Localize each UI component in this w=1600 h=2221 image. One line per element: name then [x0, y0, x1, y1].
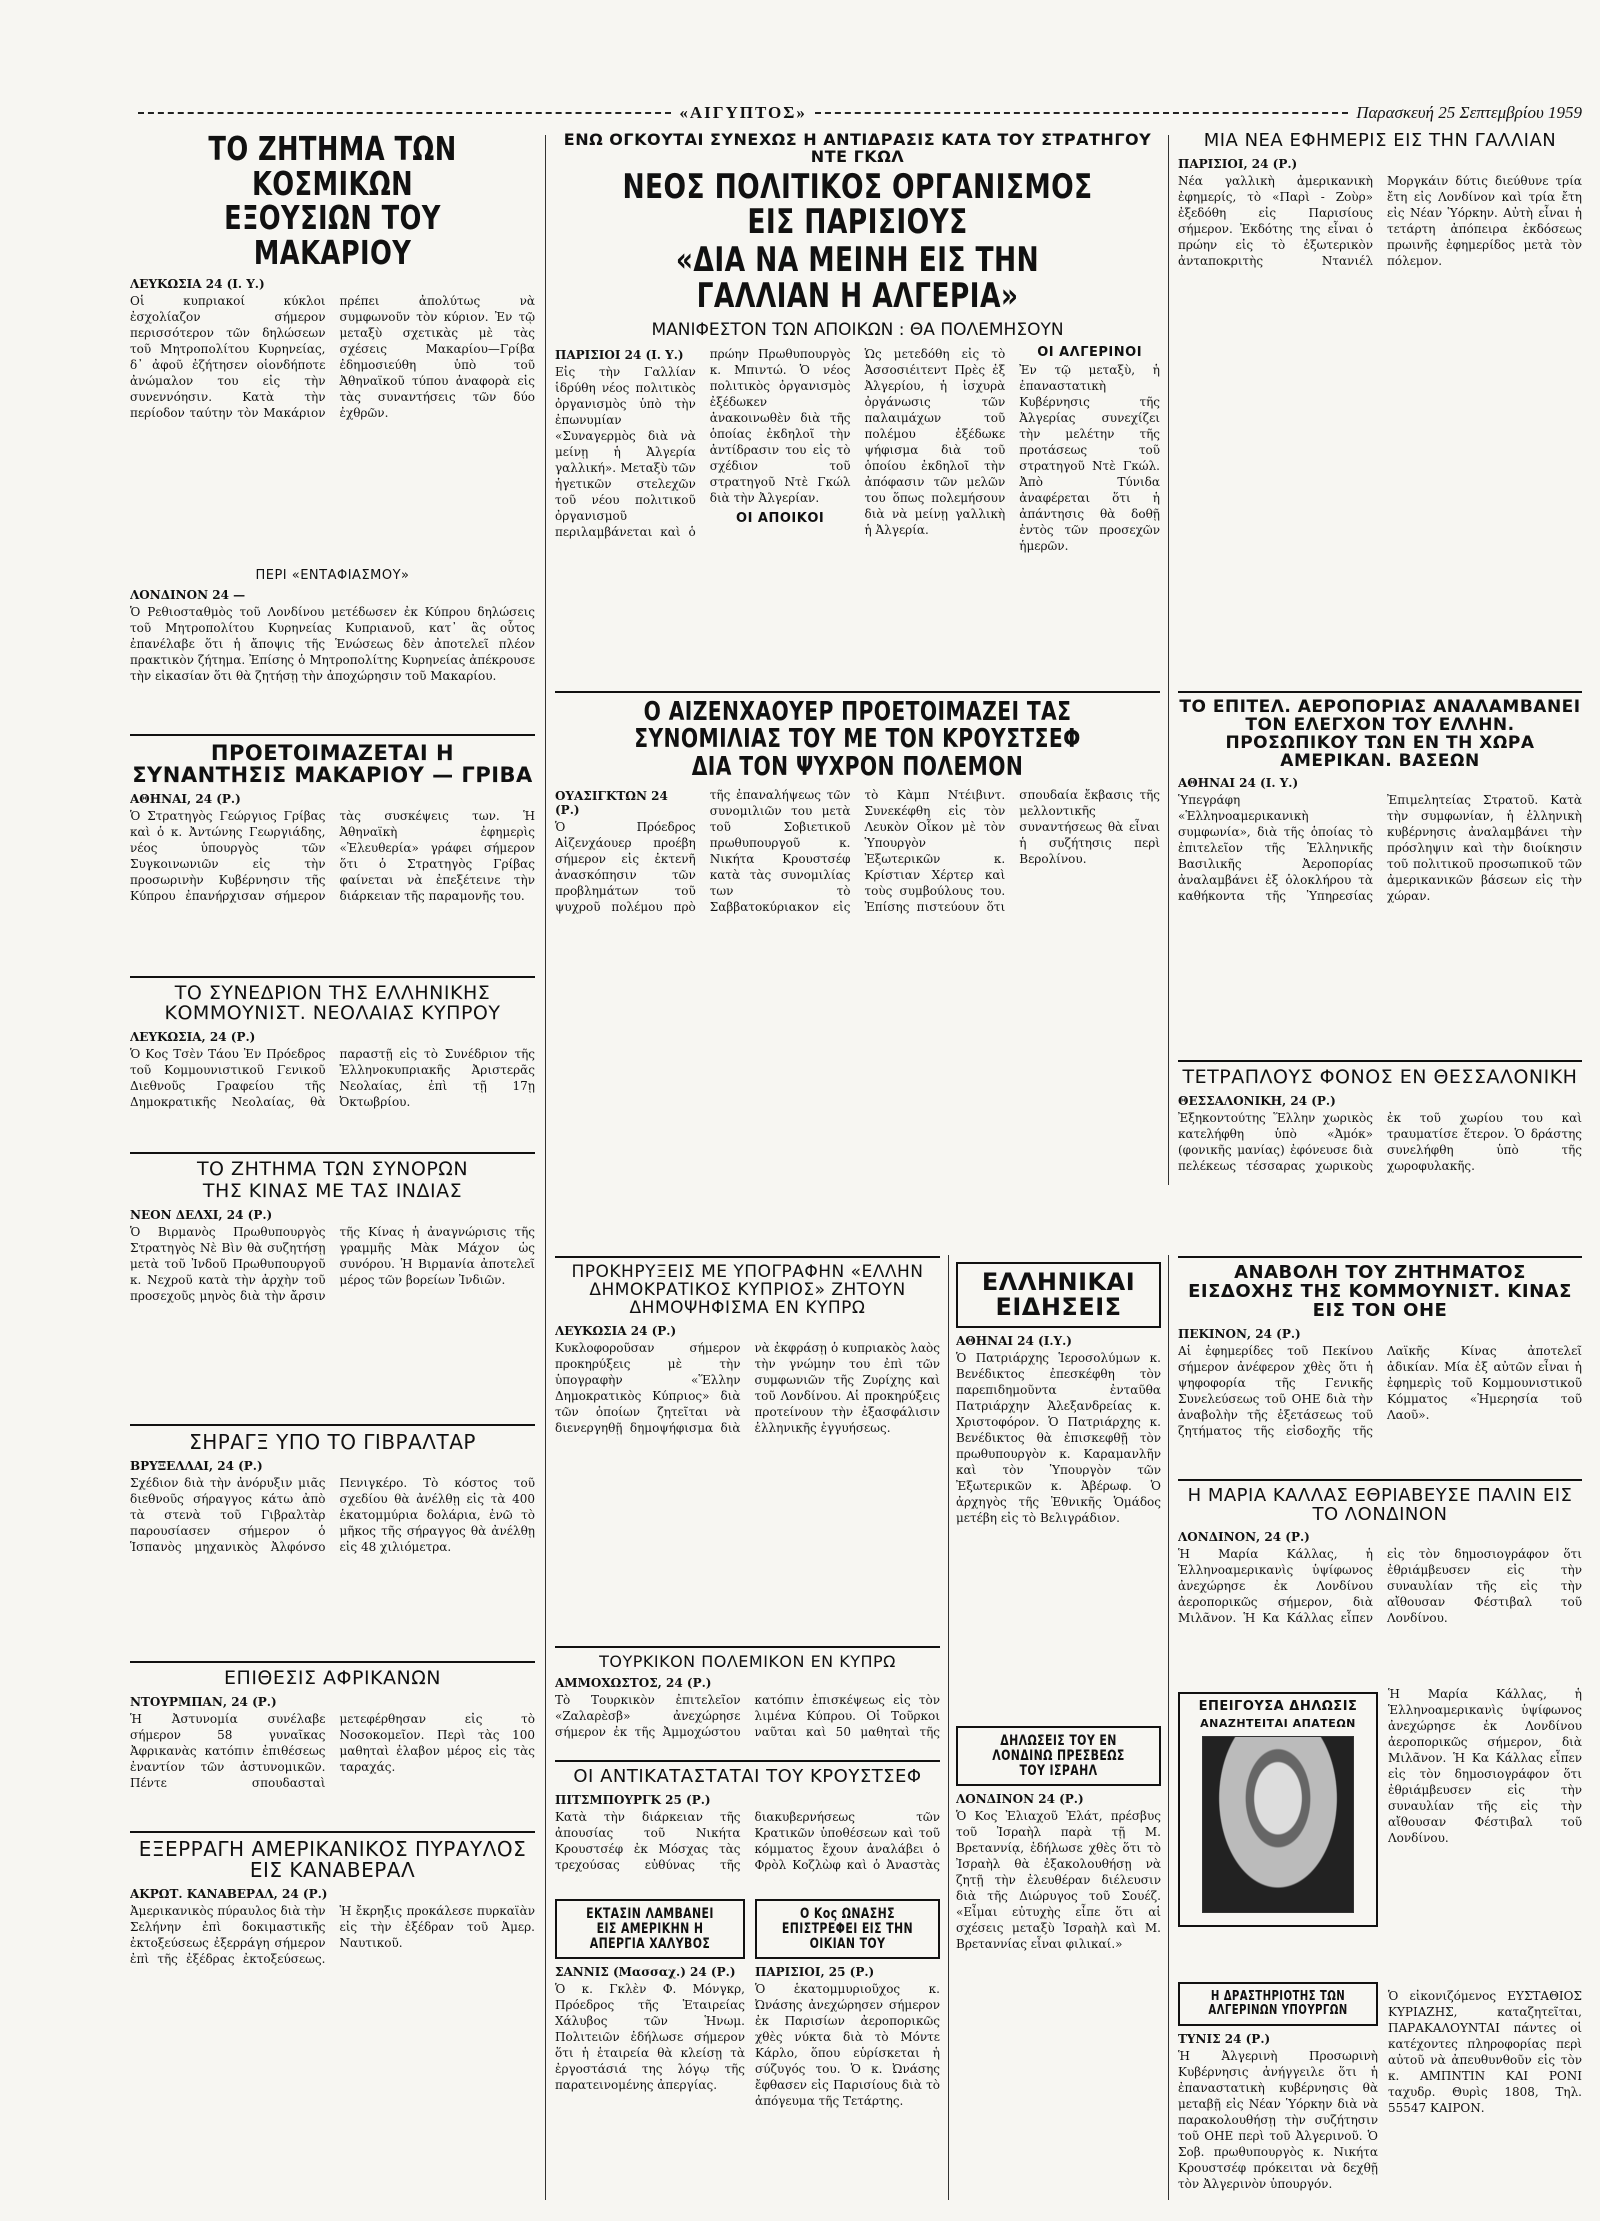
dateline: ΠΑΡΙΣΙΟΙ 24 (Ι. Υ.) [555, 348, 684, 363]
article-body: Εἰς τὴν Γαλλίαν ἱδρύθη νέος πολιτικὸς ὀργανισμὸς ὑπὸ τὴν ἐπωνυμίαν «Συναγερμὸς διὰ νὰ μείνῃ ἡ Ἀλγερία γαλλική». Μεταξὺ τῶν ἡγετικῶν στελεχῶν τοῦ νέου πολιτικοῦ ὀργανισμοῦ περιλαμβάνεται καὶ ὁ πρώην Πρωθυπουργὸς κ. Μπιντώ. Ὁ νέος πολιτικὸς ὀργανισμὸς ἐξέδωκεν ἀνακοινωθὲν διὰ τῆς ὁποίας ἐκδηλοῖ τὴν ἀντίδρασιν του εἰς τὸ σχέδιον τοῦ στρατηγοῦ Ντὲ Γκώλ διὰ τὴν Ἀλγερίαν. [555, 347, 851, 540]
article-synoron [130, 1160, 535, 1414]
dateline: ΠΑΡΙΣΙΟΙ, 24 (Ρ.) [1178, 156, 1298, 171]
dateline: ΠΙΤΣΜΠΟΥΡΓΚ 25 (Ρ.) [555, 1793, 711, 1808]
article-body: Ἐν τῷ μεταξὺ, ἡ ἐπαναστατικὴ Κυβέρνησις τῆς Ἀλγερίας συνεχίζει τὴν μελέτην τῆς προτάσεως τοῦ στρατηγοῦ Ντὲ Γκώλ. Ἀπὸ Τύνιδα ἀναφέρεται ὅτι ἡ ἀπάντησις θὰ δοθῇ ἐντὸς τῶν προσεχῶν ἡμερῶν. [1019, 362, 1160, 553]
article-body: Ἡ Ἀστυνομία συνέλαβε σήμερον 58 γυναῖκας Ἀφρικανὰς κατόπιν ἐπιθέσεως ἐναντίον τῶν ἀστυνομικῶν. Πέντε σπουδασταὶ μετεφέρθησαν εἰς τὸ Νοσοκομεῖον. Περὶ τὰς 100 μαθηταὶ ἐλαβον μέρος εἰς τὰς ταραχάς. [130, 1711, 535, 1790]
subheadline: ΑΝΑΖΗΤΕΙΤΑΙ ΑΠΑΤΕΩΝ [1200, 1717, 1356, 1731]
section-rule [555, 691, 1160, 693]
article-body: Ὁ κ. Γκλὲν Φ. Μόνγκρ, Πρόεδρος τῆς Ἑταιρείας Χάλυβος τῶν Ἡνωμ. Πολιτειῶν ἐδήλωσε σήμερον ὅτι ἡ ἑταιρεία θὰ κλείσῃ τὰ ἐργοστάσιά της λόγῳ τῆς παρατεινομένης ἀπεργίας. [555, 1982, 745, 2093]
masthead [130, 98, 1582, 128]
headline: ΤΕΤΡΑΠΛΟΥΣ ΦΟΝΟΣ ΕΝ ΘΕΣΣΑΛΟΝΙΚΗ [1182, 1066, 1578, 1089]
section-rule [555, 1760, 940, 1762]
article-body: Οἱ κυπριακοί κύκλοι ἐσχολίαζον σήμερον περισσότερον τῶν δηλώσεων τοῦ Μητροπολίτου Κυρηνείας, δ᾽ ἀφοῦ ἐζήτησεν οἱονδήποτε ἀνώμαλον του εἰς τὴν συνεννόησιν. Κατὰ τὴν περίοδον ταύτην τὸν Μακάριον πρέπει ἀπολύτως νὰ συμφωνοῦν τὸν κύριον. Ἐν τῷ μεταξὺ σχετικὰς μὲ τὰς σχέσεις Μακαρίου—Γρίβα ἐδημοσιεύθη ὑπὸ τοῦ Ἀθηναϊκοῦ τύπου ἀναφορὰ εἰς τὰς συναντήσεις τῶν δύο ἐχθρῶν. [130, 293, 535, 420]
dateline: ΝΕΟΝ ΔΕΛΧΙ, 24 (Ρ.) [130, 1208, 273, 1223]
lower-right-column [1178, 1250, 1582, 2200]
headline: ΔΗΛΩΣΕΙΣ ΤΟΥ ΕΝ ΛΟΝΔΙΝΩ ΠΡΕΣΒΕΩΣ ΤΟΥ ΙΣΡΑΗΛ [992, 1733, 1125, 1779]
article-columns [555, 787, 1160, 1227]
headline: ΝΕΟΣ ΠΟΛΙΤΙΚΟΣ ΟΡΓΑΝΙΣΜΟΣ ΕΙΣ ΠΑΡΙΣΙΟΥΣ [622, 166, 1093, 243]
section-rule [130, 1831, 535, 1833]
dateline: ΒΡΥΞΕΛΛΑΙ, 24 (Ρ.) [130, 1459, 263, 1474]
masthead-rule-left [138, 112, 671, 114]
israil-box [956, 1726, 1161, 1786]
right-top-column [1178, 132, 1582, 677]
section-heading: ΟΙ ΑΠΟΙΚΟΙ [736, 511, 825, 527]
article-body: Ὁ Κος Τσὲν Τάου Ἐν Πρόεδρος τοῦ Κομμουνιστικοῦ Γενικοῦ Διεθνοῦς Γραφείου τῆς Δημοκρατικῆς Νεολαίας, θὰ παραστῇ εἰς τὸ Συνέδριον τῆς Ἑλληνοκυπριακῆς Ἀριστερᾶς Νεολαίας, ἐπὶ τῇ 17ῃ Ὀκτωβρίου. [130, 1047, 535, 1110]
article-body: Ὑπεγράφη «Ἑλληνοαμερικανικὴ συμφωνία», διὰ τῆς ὁποίας τὸ ἐπιτελεῖον τῆς Ἑλληνικῆς Βασιλικῆς Ἀεροπορίας ἀναλαμβάνει ἐξ ὁλοκλήρου τὰ καθήκοντα τῆς Ὑπηρεσίας Ἐπιμελητείας Στρατοῦ. Κατὰ τὴν συμφωνίαν, ἡ ἑλληνικὴ κυβέρνησις ἀναλαμβάνει τὴν πρόσληψιν καὶ τὴν διοίκησιν τοῦ πολιτικοῦ προσωπικοῦ τῶν ἀμερικανικῶν βάσεων εἰς τὴν χώραν. [1178, 793, 1582, 904]
article-body: Ὁ ἑκατομμυριοῦχος κ. Ὠνάσης ἀνεχώρησεν σήμερον ἐκ Παρισίων ἀεροπορικῶς χθὲς νύκτα διὰ τὸ Μόντε Κάρλο, ὅπου εὑρίσκεται ἡ σύζυγός του. Ὁ κ. Ὠνάσης ἔφθασεν εἰς Παρισίους διὰ τὸ ἀπόγευμα τῆς Τετάρτης. [755, 1982, 940, 2109]
column-divider [1168, 1255, 1169, 2200]
dateline: ΤΥΝΙΣ 24 (Ρ.) [1178, 2031, 1271, 2046]
ellinikai-box [956, 1262, 1161, 1328]
headline: ΤΗΣ ΚΙΝΑΣ ΜΕ ΤΑΣ ΙΝΔΙΑΣ [202, 1180, 463, 1203]
headline: ΤΟ ΕΠΙΤΕΛ. ΑΕΡΟΠΟΡΙΑΣ ΑΝΑΛΑΜΒΑΝΕΙ ΤΟΝ ΕΛΕΓΧΟΝ ΤΟΥ ΕΛΛΗΝ. ΠΡΟΣΩΠΙΚΟΥ ΤΩΝ ΕΝ ΤΗ ΧΩΡΑ ΑΜΕΡΙΚΑΝ. ΒΑΣΕΩΝ [1179, 697, 1581, 771]
article-columns [555, 346, 1160, 677]
article-body: Ἐξηκοντούτης Ἕλλην χωρικὸς κατελήφθη ὑπὸ «Ἀμόκ» (φονικῆς μανίας) ἐφόνευσε διὰ πελέκεως τέσσαρας χωρικοὺς ἐκ τοῦ χωρίου του καὶ τραυματίσε ἕτερον. Ὁ δράστης συνελήφθη ὑπὸ τῆς χωροφυλακῆς. [1178, 1111, 1582, 1174]
dateline: ΛΟΝΔΙΝΟΝ 24 — [130, 588, 246, 603]
dateline: ΛΕΥΚΩΣΙΑ, 24 (Ρ.) [130, 1030, 256, 1045]
section-rule [1178, 1060, 1582, 1062]
masthead-rule-right [815, 112, 1348, 114]
headline: Η ΔΡΑΣΤΗΡΙΟΤΗΣ ΤΩΝ ΑΛΓΕΡΙΝΩΝ ΥΠΟΥΡΓΩΝ [1208, 1989, 1348, 2019]
dilosis-box [1178, 1692, 1378, 1926]
onasis-box [755, 1899, 940, 1959]
section-rule [130, 1424, 535, 1426]
article-makarios [130, 132, 535, 724]
article-body: Ὁ Κος Ἐλιαχοῦ Ἐλάτ, πρέσβυς τοῦ Ἰσραὴλ παρὰ τῇ Μ. Βρεταννίᾳ, ἐδήλωσε χθὲς ὅτι τὸ Ἰσραὴλ θὰ ἐξακολουθήσῃ νὰ ζητῇ τὴν ἐλευθέραν διέλευσιν διὰ τῆς Διώρυγος τοῦ Σουέζ. «Εἶμαι εὐτυχὴς εἶπε ὅτι αἱ σχέσεις μεταξὺ Ἰσραὴλ καὶ Μ. Βρεταννίας εἶναι φιλικαί.» [956, 1809, 1161, 1952]
masthead-title: «ΑΙΓΥΠΤΟΣ» [679, 103, 807, 122]
wanted-person-photo [1202, 1736, 1354, 1913]
section-rule [130, 976, 535, 978]
masthead-date: Παρασκευή 25 Σεπτεμβρίου 1959 [1356, 103, 1583, 122]
dateline: ΑΘΗΝΑΙ 24 (Ι.Υ.) [956, 1334, 1072, 1349]
article-body: Σχέδιον διὰ τὴν ἀνόρυξιν μιᾶς διεθνοῦς σήραγγος κάτω ἀπὸ τὰ στενὰ τοῦ Γιβραλτὰρ παρουσίασεν σήμερον ὁ Ἱσπανὸς μηχανικὸς Ἀλφόνσο Πενιγκέρο. Τὸ κόστος τοῦ σχεδίου θὰ ἀνέλθῃ εἰς τὰ 400 ἑκατομμύρια δολάρια, ἐνῶ τὸ μῆκος τῆς σήραγγος θὰ ἀνέλθῃ εἰς 48 χιλιόμετρα. [130, 1476, 535, 1555]
headline: ΕΞΕΡΡΑΓΗ ΑΜΕΡΙΚΑΝΙΚΟΣ ΠΥΡΑΥΛΟΣ ΕΙΣ ΚΑΝΑΒΕΡΑΛ [138, 1836, 527, 1882]
section-rule [130, 1661, 535, 1663]
right-mid-column [1178, 685, 1582, 1245]
headline: Ο ΑΙΖΕΝΧΑΟΥΕΡ ΠΡΟΕΤΟΙΜΑΖΕΙ ΤΑΣ ΣΥΝΟΜΙΛΙΑΣ ΤΟΥ ΜΕ ΤΟΝ ΚΡΟΥΣΤΣΕΦ ΔΙΑ ΤΟΝ ΨΥΧΡΟΝ ΠΟΛΕΜΟΝ [634, 697, 1081, 782]
section-heading: ΟΙ ΑΛΓΕΡΙΝΟΙ [1037, 346, 1143, 361]
column-divider [545, 135, 546, 2200]
dateline: ΑΘΗΝΑΙ 24 (Ι. Υ.) [1178, 776, 1299, 791]
dateline: ΠΕΚΙΝΟΝ, 24 (Ρ.) [1178, 1326, 1301, 1341]
photo-caption: Ὁ εἰκονιζόμενος ΕΥΣΤΑΘΙΟΣ ΚΥΡΙΑΖΗΣ, καταζητεῖται, ΠΑΡΑΚΑΛΟΥΝΤΑΙ πάντες οἱ κατέχοντες πληροφορίας περὶ αὐτοῦ νὰ ἀπευθυνθοῦν εἰς τὸν κ. ΑΜΠΝΤΙΝ ΚΑΙ ΡΟΝΙ ταχυδρ. Θυρὶς 1808, Τηλ. 55547 ΚΑΙΡΟΝ. [1388, 1989, 1582, 2116]
dateline: ΛΟΝΔΙΝΟΝ 24 (Ρ.) [956, 1792, 1084, 1807]
article-body: Ὁ Πρόεδρος Αἰζενχάουερ προέβη σήμερον εἰς ἐκτενῆ ἀνασκόπησιν τῶν προβλημάτων τοῦ ψυχροῦ πολέμου πρὸ τῆς ἐπαναλήψεως τῶν συνομιλιῶν του μετὰ τοῦ Σοβιετικοῦ πρωθυπουργοῦ κ. Νικήτα Κρουστσέφ κατὰ τὰς συνομιλίας των τὸ Σαββατοκύριακον εἰς τὸ Κὰμπ Ντέιβιντ. Συνεκέφθη εἰς τὸν Λευκὸν Οἶκον μὲ τὸν Ὑπουργὸν Ἐξωτερικῶν κ. Κρίστιαν Χέρτερ καὶ τοὺς συμβούλους του. Ἐπίσης πιστεύουν ὅτι σπουδαία ἔκβασις τῆς μελλοντικῆς συναντήσεως θὰ εἶναι ἡ συζήτησις περὶ Βερολίνου. [555, 787, 1160, 914]
headline: ΕΚΤΑΣΙΝ ΛΑΜΒΑΝΕΙ ΕΙΣ ΑΜΕΡΙΚΗΝ Η ΑΠΕΡΓΙΑ ΧΑΛΥΒΟΣ [586, 1906, 714, 1952]
headline: ΠΡΟΕΤΟΙΜΑΖΕΤΑΙ Η ΣΥΝΑΝΤΗΣΙΣ ΜΑΚΑΡΙΟΥ — ΓΡΙΒΑ [132, 741, 533, 788]
article-synedrion [130, 984, 535, 1142]
center-mid-column [555, 685, 1160, 1245]
article-body: Αἱ ἐφημερίδες τοῦ Πεκίνου σήμερον ἀνέφερον χθὲς ὅτι ἡ ψηφοφορία τῆς Γενικῆς Συνελεύσεως τοῦ ΟΗΕ διὰ τὴν ἀναβολὴν τῆς ἐξετάσεως τοῦ ζητήματος τῆς εἰσδοχῆς τῆς Λαϊκῆς Κίνας ἀποτελεῖ ἀδικίαν. Μία ἐξ αὐτῶν εἶναι ἡ ἐφημερὶς τοῦ Κομμουνιστικοῦ Κόμματος «Ἡμερησία τοῦ Λαοῦ». [1178, 1343, 1582, 1438]
section-rule [1178, 1256, 1582, 1258]
article-body: Κατὰ τὴν διάρκειαν τῆς ἀπουσίας τοῦ Νικήτα Κρουστσέφ ἐκ Μόσχας τὰς τρεχούσας εὐθύνας τῆς διακυβερνήσεως τῶν Κρατικῶν ὑποθέσεων καὶ τοῦ κόμματος ἔχουν ἀναλάβει ὁ Φρὸλ Κοζλὼφ καὶ ὁ Ἀναστὰς [555, 1810, 940, 1873]
headline: ΕΠΕΙΓΟΥΣΑ ΔΗΛΩΣΙΣ [1198, 1699, 1358, 1715]
article-body: Τὸ Τουρκικὸν ἐπιτελεῖον «Ζαλαρὲσβ» ἀνεχώρησε σήμερον ἐκ τῆς Ἀμμοχώστου κατόπιν ἐπισκέψεως εἰς τὸν λιμένα Κύπρου. Οἱ Τοῦρκοι ναῦται καὶ 50 μαθηταὶ τῆς [555, 1693, 940, 1740]
article-afrikanon [130, 1669, 535, 1821]
algerinoi-box [1178, 1982, 1378, 2025]
headline: ΕΛΛΗΝΙΚΑΙ ΕΙΔΗΣΕΙΣ [981, 1268, 1136, 1322]
lower-center-left-column [555, 1250, 940, 2200]
headline: Ο Κος ΩΝΑΣΗΣ ΕΠΙΣΤΡΕΦΕΙ ΕΙΣ ΤΗΝ ΟΙΚΙΑΝ ΤΟΥ [781, 1906, 914, 1952]
article-body: Ἀμερικανικὸς πύραυλος διὰ τὴν Σελήνην ἐπὶ δοκιμαστικῆς ἐκτοξεύσεως ἐξερράγη σήμερον ἐπὶ τῆς ἐξέδρας ἐκτοξεύσεως. Ἡ ἔκρηξις προκάλεσε πυρκαϊὰν εἰς τὴν ἐξέδραν τοῦ Ἀμερ. Ναυτικοῦ. [130, 1903, 535, 1966]
article-body: Ἡ Μαρία Κάλλας, ἡ Ἑλληνοαμερικανὶς ὑψίφωνος ἀνεχώρησε ἐκ Λονδίνου ἀεροπορικῶς σήμερον, διὰ Μιλᾶνον. Ἡ Κα Κάλλας εἶπεν εἰς τὸν δημοσιογράφον ὅτι ἐθριάμβευσεν εἰς τὴν συναυλίαν τῆς εἰς τὴν αἴθουσαν Φέστιβαλ τοῦ Λονδίνου. [1178, 1547, 1582, 1626]
column-divider [1168, 135, 1169, 1185]
headline: ΟΙ ΑΝΤΙΚΑΤΑΣΤΑΤΑΙ ΤΟΥ ΚΡΟΥΣΤΣΕΦ [573, 1766, 922, 1788]
article-body: Ὁ Βιρμανὸς Πρωθυπουργὸς Στρατηγὸς Νὲ Βὶν θὰ συζητήσῃ μετὰ τοῦ Ἰνδοῦ Πρωθυπουργοῦ κ. Νεχροῦ κατὰ τὴν ἀρχὴν τοῦ προσεχοῦς μηνὸς διὰ τὴν ἄρσιν τῆς Κίνας ἡ ἀναγνώρισις τῆς γραμμῆς Μὰκ Μάχον ὡς συνόρου. Ἡ Βιρμανία ἀποτελεῖ μέρος τῶν βορείων Ἰνδιῶν. [130, 1225, 535, 1304]
headline: ΜΙΑ ΝΕΑ ΕΦΗΜΕΡΙΣ ΕΙΣ ΤΗΝ ΓΑΛΛΙΑΝ [1203, 132, 1557, 151]
article-body: Κυκλοφοροῦσαν σήμερον προκηρύξεις μὲ τὴν ὑπογραφὴν «Ἕλλην Δημοκρατικὸς Κύπριος» διὰ τῶν ὁποίων ζητεῖται νὰ διενεργηθῇ δημοψήφισμα διὰ νὰ ἐκφράσῃ ὁ κυπριακὸς λαὸς τὴν γνώμην του ἐπὶ τῶν συμφωνιῶν τῆς Ζυρίχης καὶ τοῦ Λονδίνου. Αἱ προκηρύξεις προτείνουν τὴν ἐξασφάλισιν ἑλληνικῆς ἐγγυήσεως. [555, 1340, 940, 1435]
headline: ΣΗΡΑΓΞ ΥΠΟ ΤΟ ΓΙΒΡΑΛΤΑΡ [189, 1430, 476, 1455]
article-body: Ὁ Ρεθιοσταθμὸς τοῦ Λονδίνου μετέδωσεν ἐκ Κύπρου δηλώσεις τοῦ Μητροπολίτου Κυρηνείας Κυπριανοῦ, κατ᾽ ἃς οὗτος ἐπανέλαβε ὅτι ἡ ἄποψις τῆς Ἑνώσεως δὲν ἀποτελεῖ πλέον πρακτικὸν ζήτημα. Ἐπίσης ὁ Μητροπολίτης Κυρηνείας ἀπέκρουσε τὴν εἰκασίαν ὅτι θὰ ζητήσῃ τὴν ἀποχώρησιν τοῦ Μακαρίου. [130, 605, 535, 684]
section-rule [1178, 691, 1582, 693]
center-top-column [555, 132, 1160, 677]
section-rule [1178, 1479, 1582, 1481]
ektasis-box [555, 1899, 745, 1959]
headline: ΤΟ ΖΗΤΗΜΑ ΤΩΝ ΚΟΣΜΙΚΩΝ ΕΞΟΥΣΙΩΝ ΤΟΥ ΜΑΚΑΡΙΟΥ [208, 132, 457, 272]
headline: ΕΠΙΘΕΣΙΣ ΑΦΡΙΚΑΝΩΝ [224, 1667, 441, 1690]
column-divider [948, 1255, 949, 2200]
lower-center-right-column [956, 1250, 1161, 2200]
headline: ΤΟ ΣΥΝΕΔΡΙΟΝ ΤΗΣ ΕΛΛΗΝΙΚΗΣ ΚΟΜΜΟΥΝΙΣΤ. ΝΕΟΛΑΙΑΣ ΚΥΠΡΟΥ [164, 982, 501, 1025]
article-kanaveral [130, 1836, 535, 1999]
headline: ΤΟΥΡΚΙΚΟΝ ΠΟΛΕΜΙΚΟΝ ΕΝ ΚΥΠΡΩ [599, 1651, 896, 1671]
headline: ΑΝΑΒΟΛΗ ΤΟΥ ΖΗΤΗΜΑΤΟΣ ΕΙΣΔΟΧΗΣ ΤΗΣ ΚΟΜΜΟΥΝΙΣΤ. ΚΙΝΑΣ ΕΙΣ ΤΟΝ ΟΗΕ [1188, 1262, 1572, 1321]
dateline: ΣΑΝΝΙΣ (Μασσαχ.) 24 (Ρ.) [555, 1965, 736, 1980]
dateline: ΑΘΗΝΑΙ, 24 (Ρ.) [130, 792, 241, 807]
article-gibraltar [130, 1432, 535, 1651]
dateline: ΛΕΥΚΩΣΙΑ 24 (Ι. Υ.) [130, 276, 265, 291]
article-body: Ὁ Στρατηγὸς Γεώργιος Γρίβας καὶ ὁ κ. Ἀντώνης Γεωργιάδης, νέος ὑπουργὸς τῶν Συγκοινωνιῶν εἰς τὴν προσωρινὴν Κυβέρνησιν τῆς Κύπρου ἐπανήρχισαν σήμερον τὰς συσκέψεις των. Ἡ Ἀθηναϊκὴ ἐφημερὶς «Ἐλευθερία» γράφει σήμερον ὅτι ὁ Στρατηγὸς Γρίβας φαίνεται νὰ ἐπεξέτεινε τὴν διάρκειαν τῆς παραμονῆς του. [130, 809, 535, 904]
section-rule [555, 1256, 940, 1258]
dateline: ΛΕΥΚΩΣΙΑ 24 (Ρ.) [555, 1323, 677, 1338]
dateline: ΘΕΣΣΑΛΟΝΙΚΗ, 24 (Ρ.) [1178, 1094, 1336, 1109]
dateline: ΑΚΡΩΤ. ΚΑΝΑΒΕΡΑΛ, 24 (Ρ.) [130, 1886, 328, 1901]
article-body: Ὡς μετεδόθη εἰς τὸ Ἀσσοσιέιτεντ Πρὲς ἐξ Ἀλγερίου, ἡ ἰσχυρὰ ὀργάνωσις τῶν παλαιμάχων τοῦ πολέμου ἐξέδωκε ψήφισμα διὰ τοῦ ὁποίου ἐκδηλοῖ τὴν ἀπόφασιν τῶν μελῶν του ὅπως πολεμήσουν διὰ νὰ μείνῃ γαλλικὴ ἡ Ἀλγερία. [864, 347, 1006, 538]
article-body: Νέα γαλλικὴ ἀμερικανικὴ ἐφημερίς, τὸ «Παρὶ - Ζοὺρ» ἐξεδόθη εἰς Παρισίους σήμερον. Ἐκδότης της εἶναι ὁ πρώην εἰς τὸ ἐξωτερικὸν ἀνταποκριτὴς Ντανιέλ Μοργκάιν δύτις διεύθυνε τρία ἔτη εἰς Λονδίνον καὶ τρία ἔτη εἰς Νέαν Ὑόρκην. Αὐτὴ εἶναι ἡ τετάρτη ἀπόπειρα ἐκδόσεως πρωινῆς ἐφημερίδος μετὰ τὸν πόλεμον. [1178, 173, 1582, 268]
headline: ΠΡΟΚΗΡΥΞΕΙΣ ΜΕ ΥΠΟΓΡΑΦΗΝ «ΕΛΛΗΝ ΔΗΜΟΚΡΑΤΙΚΟΣ ΚΥΠΡΙΟΣ» ΖΗΤΟΥΝ ΔΗΜΟΨΗΦΙΣΜΑ ΕΝ ΚΥΠΡΩ [571, 1262, 924, 1318]
left-column [130, 132, 535, 2207]
subheadline: ΠΕΡΙ «ΕΝΤΑΦΙΑΣΜΟΥ» [255, 567, 410, 583]
article-body: Ἡ Ἀλγερινὴ Προσωρινὴ Κυβέρνησις ἀνήγγειλε ὅτι ἡ ἐπαναστατικὴ κυβέρνησις θὰ μεταβῇ εἰς Νέαν Ὑόρκην διὰ νὰ παρακολουθήσῃ τὴν συζήτησιν τοῦ ΟΗΕ περὶ τοῦ Ἀλγερινοῦ. Ὁ Σοβ. πρωθυπουργὸς κ. Νικήτα Κρουστσέφ πρόκειται νὰ δεχθῇ τὸν Ἀλγερινὸν ὑπουργόν. [1178, 2048, 1378, 2191]
dateline: ΝΤΟΥΡΜΠΑΝ, 24 (Ρ.) [130, 1694, 277, 1709]
article-synantisis [130, 742, 535, 966]
dateline: ΠΑΡΙΣΙΟΙ, 25 (Ρ.) [755, 1965, 875, 1980]
article-body: Ἡ Μαρία Κάλλας, ἡ Ἑλληνοαμερικανὶς ὑψίφωνος ἀνεχώρησε ἐκ Λονδίνου ἀεροπορικῶς σήμερον, διὰ Μιλᾶνον. Ἡ Κα Κάλλας εἶπεν εἰς τὸν δημοσιογράφον ὅτι ἐθριάμβευσεν εἰς τὴν συναυλίαν τῆς εἰς τὴν αἴθουσαν Φέστιβαλ τοῦ Λονδίνου. [1388, 1687, 1582, 1846]
dateline: ΟΥΑΣΙΓΚΤΩΝ 24 (Ρ.) [555, 788, 668, 817]
headline: «ΔΙΑ ΝΑ ΜΕΙΝΗ ΕΙΣ ΤΗΝ ΓΑΛΛΙΑΝ Η ΑΛΓΕΡΙΑ» [675, 239, 1040, 316]
kicker: ΕΝΩ ΟΓΚΟΥΤΑΙ ΣΥΝΕΧΩΣ Η ΑΝΤΙΔΡΑΣΙΣ ΚΑΤΑ ΤΟΥ ΣΤΡΑΤΗΓΟΥ ΝΤΕ ΓΚΩΛ [563, 132, 1152, 166]
article-body: Ὁ Πατριάρχης Ἱεροσολύμων κ. Βενέδικτος ἐπεσκέφθη τὸν παρεπιδημοῦντα ἐνταῦθα Πατριάρχην Ἀλεξανδρείας κ. Χριστοφόρον. Ὁ Πατριάρχης κ. Βενέδικτος θὰ ἐπισκεφθῇ τὸν πρωθυπουργὸν κ. Καραμανλῆν καὶ τὸν Ὑπουργὸν τῶν Ἐξωτερικῶν κ. Ἀβέρωφ. Ὁ ἀρχηγὸς τῆς Ἐθνικῆς Ὁμάδος μετέβη εἰς τὸ Βελιγράδιον. [956, 1351, 1161, 1526]
section-rule [130, 1152, 535, 1154]
dateline: ΛΟΝΔΙΝΟΝ, 24 (Ρ.) [1178, 1530, 1310, 1545]
headline: ΤΟ ΖΗΤΗΜΑ ΤΩΝ ΣΥΝΟΡΩΝ [196, 1158, 469, 1181]
headline: Η ΜΑΡΙΑ ΚΑΛΛΑΣ ΕΘΡΙΑΒΕΥΣΕ ΠΑΛΙΝ ΕΙΣ ΤΟ ΛΟΝΔΙΝΟΝ [1187, 1484, 1573, 1525]
dateline: ΑΜΜΟΧΩΣΤΟΣ, 24 (Ρ.) [555, 1676, 712, 1691]
section-rule [555, 1646, 940, 1648]
subheadline: ΜΑΝΙΦΕΣΤΟΝ ΤΩΝ ΑΠΟΙΚΩΝ : ΘΑ ΠΟΛΕΜΗΣΟΥΝ [651, 320, 1064, 341]
section-rule [130, 734, 535, 736]
